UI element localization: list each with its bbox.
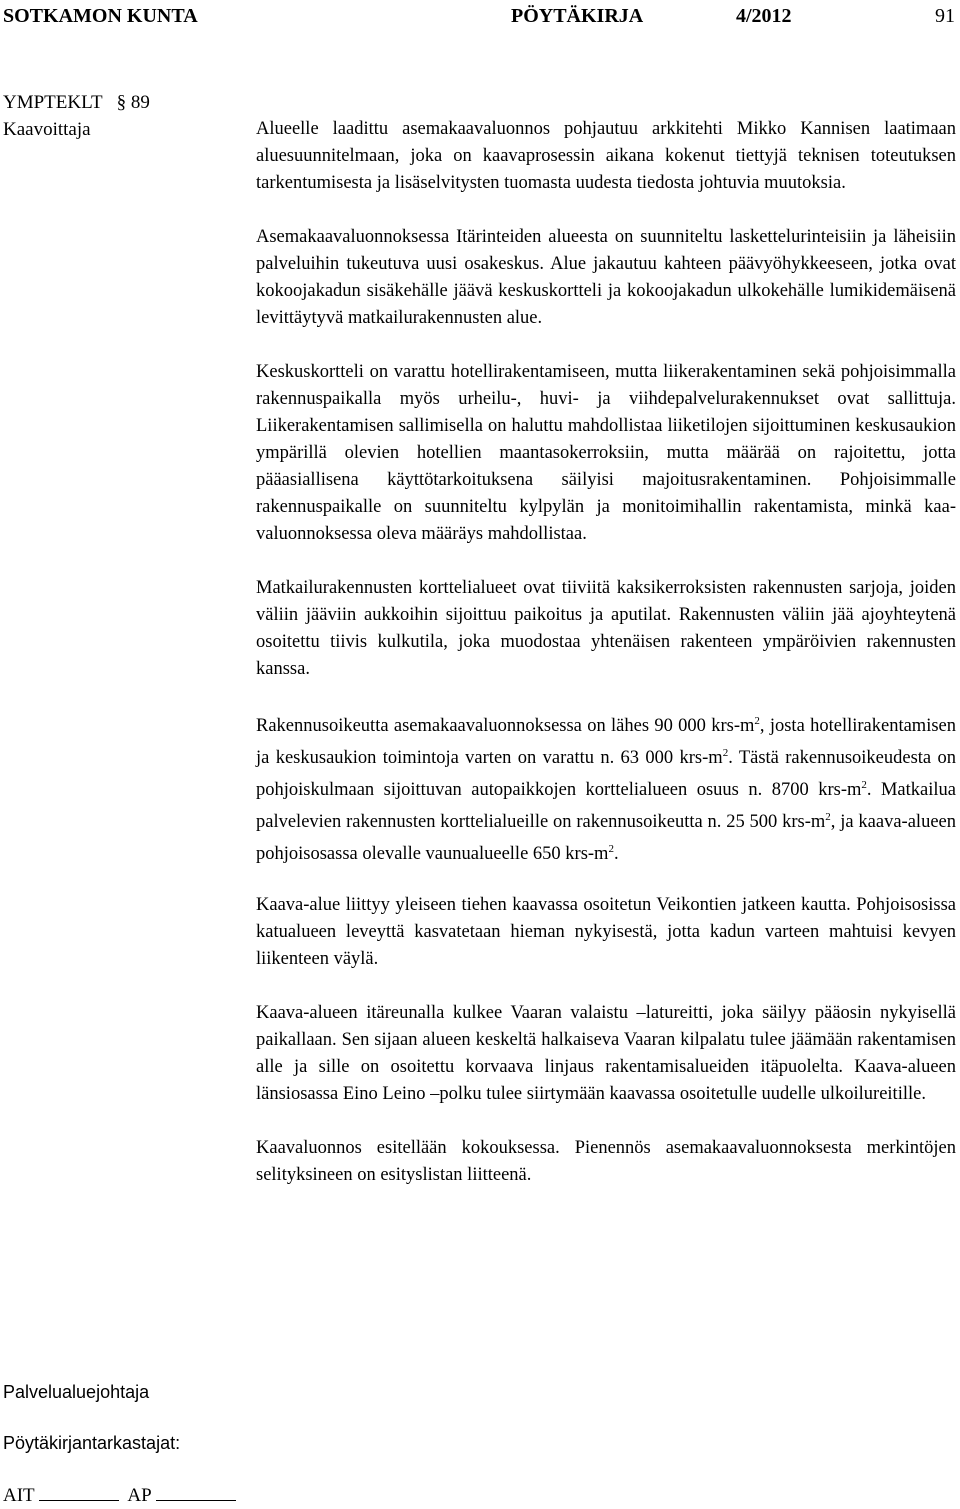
organization-name: SOTKAMON KUNTA — [3, 5, 198, 27]
text-fragment: , ja kaava-alueen pohjoisosassa olevalle vaunualueelle 650 krs-m — [256, 812, 956, 864]
signature-row — [3, 1484, 240, 1508]
section-number: § 89 — [116, 92, 150, 113]
text-fragment: . — [613, 844, 619, 864]
text-fragment: . Tästä rakennusoikeudesta on pohjoiskulmaan sijoittuvan autopaikkojen korttelialueen osuus n. 8700 krs-m — [256, 748, 957, 800]
topic-label: Kaavoittaja — [3, 119, 91, 140]
document-type: PÖYTÄKIRJA — [511, 5, 644, 27]
paragraph-road-connection: Kaava-alue liittyy yleiseen tiehen kaavassa osoitetun Veikontien jatkeen kautta. Pohjoisosissa katualueen leveyttä kasvatetaan hieman nykyisestä, jotta kadun varteen mahtuisi kevyen liikenteen väylä. — [256, 895, 956, 969]
signature-line — [156, 1499, 236, 1501]
footer-checkers-label: Pöytäkirjantarkastajat: — [3, 1433, 181, 1453]
paragraph-ski-tracks: Kaava-alueen itäreunalla kulkee Vaaran valaistu –latureitti, joka säilyy pääosin nykyisellä paikallaan. Sen sijaan alueen keskeltä halkaiseva Vaaran kilpalatu tulee jäämään rakentamisen alle ja sille on osoitettu korvaava linjaus rakentamisalueiden itäpuolelta. Kaava-alueen länsiosassa Eino Leino –polku tulee siirtymään kaavassa osoitetulle uudelle ulkoilureitille. — [256, 1003, 956, 1104]
committee-code: YMPTEKLT — [3, 92, 103, 113]
paragraph-presentation: Kaavaluonnos esitellään kokouksessa. Pienennös asemakaavaluonnoksesta merkintöjen selityksineen on esityslistan liitteenä. — [256, 1138, 956, 1185]
superscript: 2 — [608, 842, 614, 855]
paragraph-central-block: Keskuskortteli on varattu hotellirakentamiseen, mutta liikerakentaminen sekä pohjoisimmalla rakennuspaikalla myös urheilu-, huvi- ja viihdepalvelurakennukset ovat sallittuja. Liikerakentamisen sallimisella on haluttu mahdollistaa liiketilojen sijoittuminen keskusaukion ympärillä olevien hotellien maantasokerroksiin, mutta määrää on rajoitettu, jotta pääasiallisena käyttötarkoituksena säilyisi majoitusrakentaminen. Pohjoisimmalle rakennuspaikalle on suunniteltu kylpylän ja monitoimihallin rakentamista, minkä kaavaluonnoksessa oleva määräys mahdollistaa. — [256, 362, 956, 544]
page-header — [3, 3, 955, 29]
superscript: 2 — [825, 810, 831, 823]
page-number: 91 — [935, 5, 955, 27]
superscript: 2 — [861, 778, 867, 791]
body-text — [256, 116, 956, 1216]
text-fragment: . Matkailua palvelevien rakennusten korttelialueille on rakennusoikeutta n. 25 500 krs-m — [256, 780, 956, 832]
superscript: 2 — [754, 714, 760, 727]
text-fragment: Rakennusoikeutta asemakaavaluonnoksessa on lähes 90 000 krs-m — [256, 716, 755, 736]
signature-initials-2: AP — [127, 1485, 152, 1506]
superscript: 2 — [722, 746, 729, 759]
footer-role: Palvelualuejohtaja — [3, 1382, 150, 1402]
paragraph-intro: Alueelle laadittu asemakaavaluonnos pohjautuu arkkitehti Mikko Kannisen laatimaan aluesuunnitelmaan, joka on kaavaprosessin aikana kokenut tiettyjä teknisen toteutuksen tarkentumisesta ja lisäselvitysten tuomasta uudesta tiedosta johtuvia muutoksia. — [256, 119, 956, 193]
paragraph-building-rights — [256, 710, 956, 870]
paragraph-plan-overview: Asemakaavaluonnoksessa Itärinteiden alueesta on suunniteltu laskettelurinteisiin ja läheisiin palveluihin tukeutuva uusi osakeskus. Alue jakautuu kahteen päävyöhykkeeseen, jotka ovat kokoojakadun sisäkehälle jäävä keskuskortteli ja kokoojakadun ulkokehälle lumikidemäisenä levittäytyvä matkailurakennusten alue. — [256, 227, 956, 328]
signature-initials-1: AIT — [3, 1485, 35, 1506]
section-heading — [3, 89, 150, 116]
signature-line — [39, 1499, 119, 1501]
meeting-number: 4/2012 — [736, 5, 792, 27]
text-fragment: , josta hotellirakentamisen ja keskusaukion toimintoja varten on varattu n. 63 000 krs-m — [256, 716, 956, 768]
paragraph-tourism-buildings: Matkailurakennusten korttelialueet ovat tiiviitä kaksikerroksisten rakennusten sarjoja, joiden väliin jääviin aukkoihin sijoittuu paikoitus ja aputilat. Rakennusten väliin jää ajoyhteytenä osoitettu tiivis kulkutila, joka muodostaa yhtenäisen rakenteen ympäröivien rakennusten kanssa. — [256, 578, 956, 679]
